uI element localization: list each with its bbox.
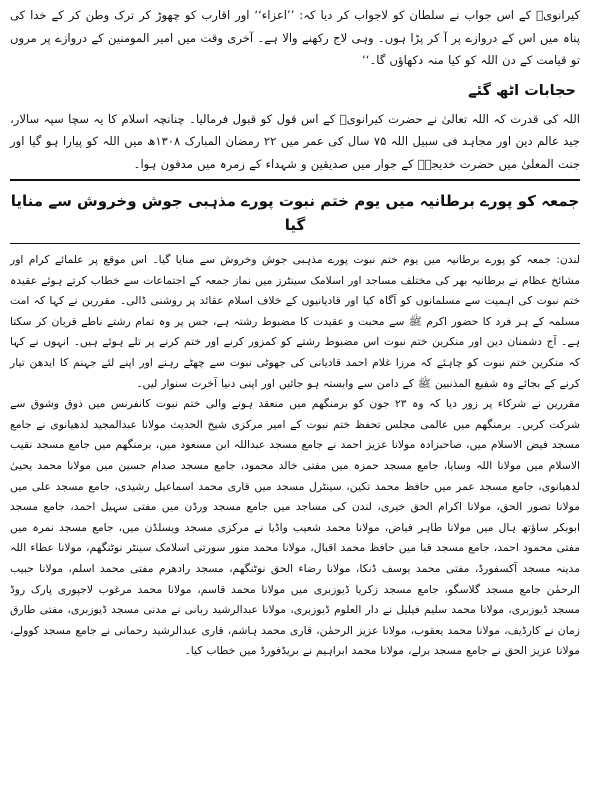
section-divider bbox=[10, 179, 580, 181]
article-headline: جمعہ کو پورے برطانیہ میں یوم ختم نبوت پورے مذہبی جوش وخروش سے منایا گیا bbox=[10, 187, 580, 244]
article-paragraph-1: لندن: جمعہ کو پورے برطانیہ میں یوم ختم نبوت پورے مذہبی جوش وخروش سے منایا گیا۔ اس موقع پر علمائے کرام اور مشائخ عظام نے برطانیہ بھر کی مختلف مساجد اور اسلامک سینٹرز میں نماز جمعہ کے اجتماعات سے خطاب کرتے ہوئے عقیدہ ختم نبوت کی اہمیت سے مسلمانوں کو آگاہ کیا اور قادیانیوں کے خلاف اسلام عقائد پر روشنی ڈالی۔ مقررین نے کہا کہ امت مسلمہ کے ہر فرد کا حضور اکرم ﷺ سے محبت و عقیدت کا مضبوط رشتہ ہے، جس پر وہ تمام رشتے ناطے قربان کر سکتا ہے۔ آج دشمنان دین اور منکرین ختم نبوت اس مضبوط رشتے کو کمزور کرنے اور ختم کرنے پر تلے ہوئے ہیں۔ انہوں نے کہا کہ منکرین ختم نبوت کو چاہئے کہ مرزا غلام احمد قادیانی کی جھوٹی نبوت سے چھٹے رہنے اور اپنے لئے جہنم کا ایدھن تیار کرنے کے بجائے وہ شفیع المذنبین ﷺ کے دامن سے وابستہ ہو جائیں اور اپنی دنیا آخرت سنوار لیں۔ bbox=[10, 253, 580, 390]
section-subheading: حجابات اٹھ گئے bbox=[468, 82, 576, 99]
article-paragraph-2: مقررین نے شرکاء پر زور دیا کہ وہ ۲۳ جون کو برمنگھم میں منعقد ہونے والی ختم نبوت کانفرنس میں ذوق وشوق سے شرکت کریں۔ برمنگھم میں عالمی مجلس تحفظ ختم نبوت کے امیر مرکزی شیخ الحدیث مولانا عبدالمجید لدھیانوی نے جامع مسجد فیض الاسلام میں، صاحبزادہ مولانا عزیز احمد نے جامع مسجد عبداللہ ابن مسعود میں، برمنگھم میں جامع مسجد نقیب الاسلام میں مولانا اللہ وسایا، جامع مسجد حمزہ میں مفتی خالد محمود، جامع مسجد صدام حسین میں مولانا محمد یحییٰ لدھیانوی، جامع مسجد عمر میں حافظ محمد تکین، سینٹرل مسجد میں قاری محمد اسماعیل رشیدی، جامع مسجد علی میں مولانا تصور الحق، مولانا اکرام الحق خیری، لندن کی مساجد میں جامع مسجد ورڈن میں مفتی سہیل احمد، جامع مسجد ابوبکر ساؤتھ ہال میں مولانا طاہر فیاض، مولانا محمد شعیب واڈیا نے مرکزی مسجد ویسلڈن میں، جامع مسجد نمرہ میں مفتی محمود احمد، جامع مسجد قبا میں حافظ محمد اقبال، مولانا محمد منور سورتی اسلامک سینٹر نوٹنگھم، مولانا عطاء اللہ مدینہ مسجد آکسفورڈ، مفتی محمد یوسف ڈنکا، مولانا رضاء الحق نوٹنگھم، مسجد رادھرم مفتی محمد اسلم، مولانا حبیب الرحمٰن جامع مسجد گلاسگو، جامع مسجد زکریا ڈیوزبری میں مولانا محمد قاسم، مولانا محمد مرغوب لاجپوری پارک روڈ مسجد ڈیوزبری، مولانا محمد سلیم فیلیل نے دار العلوم ڈیوزبری، مولانا عبدالرشید ربانی نے مدنی مسجد ڈیوزبری، مفتی طارق زمان نے کارڈیف، مولانا محمد یعقوب، مولانا عزیز الرحمٰن، قاری محمد ہاشم، قاری عبدالرشید رحمانی نے جامع مسجد کوولے، مولانا عزیز الحق نے جامع مسجد برلے، مولانا محمد ابراہیم نے بریڈفورڈ میں خطاب کیا۔ bbox=[10, 397, 580, 658]
section-paragraph: اللہ کی قدرت کہ اللہ تعالیٰ نے حضرت کیرانویؒ کے اس قول کو قبول فرمالیا۔ چنانچہ اسلام کا یہ سچا سپہ سالار، جید عالم دین اور مجاہد فی سبیل اللہ ۷۵ سال کی عمر میں ۲۲ رمضان المبارک ۱۳۰۸ھ میں اللہ کو پیارا ہو گیا اور جنت المعلیٰ میں حضرت خدیجہؓ کے جوار میں صدیقین و شہداء کے زمرہ میں مدفون ہوا۔ bbox=[10, 111, 580, 171]
intro-paragraph: کیرانویؒ کے اس جواب نے سلطان کو لاجواب کر دیا کہ: ’’اعزاء‘‘ اور اقارب کو چھوڑ کر ترک وطن کر کے خدا کی پناہ میں اس کے دروازے پر آ کر پڑا ہوں۔ وہی لاج رکھنے والا ہے۔ آخری وقت میں امیر المومنین کے دروازے پر مروں تو قیامت کے دن اللہ کو کیا منہ دکھاؤں گا۔‘‘ bbox=[10, 8, 580, 67]
